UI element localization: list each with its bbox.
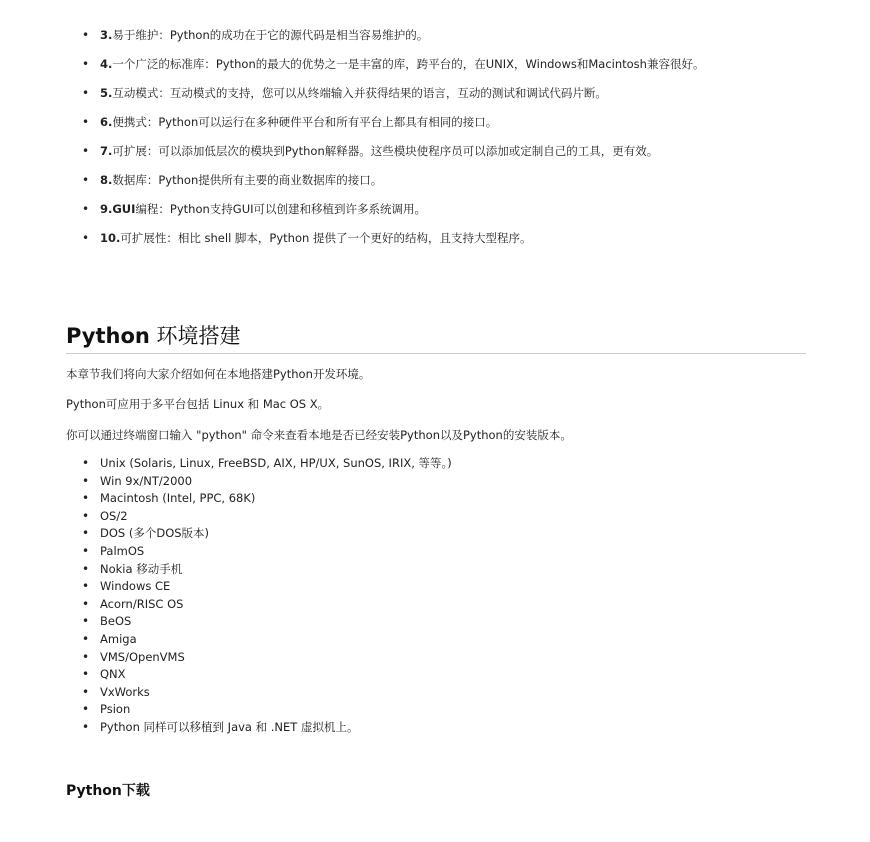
check-version-paragraph: 你可以通过终端窗口输入 "python" 命令来查看本地是否已经安装Python以及Python的安装版本。 xyxy=(66,428,572,442)
feature-text: 互动模式：互动模式的支持，您可以从终端输入并获得结果的语言，互动的测试和调试代码片断。 xyxy=(112,86,607,100)
feature-number: 5. xyxy=(100,86,113,100)
platform-item: • Psion xyxy=(80,701,800,719)
section-heading-zh: 环境搭建 xyxy=(149,324,241,348)
section-heading-en: Python xyxy=(66,324,150,348)
feature-text: 一个广泛的标准库：Python的最大的优势之一是丰富的库，跨平台的，在UNIX，Windows和Macintosh兼容很好。 xyxy=(112,57,705,71)
platform-item: • QNX xyxy=(80,666,800,684)
download-heading-en: Python xyxy=(66,783,122,799)
feature-text: 可扩展：可以添加低层次的模块到Python解释器。这些模块使程序员可以添加或定制自己的工具，更有效。 xyxy=(112,144,659,158)
intro-paragraph: 本章节我们将向大家介绍如何在本地搭建Python开发环境。 xyxy=(66,367,371,381)
platform-item: • VMS/OpenVMS xyxy=(80,649,800,667)
feature-number: 10. xyxy=(100,231,121,245)
feature-text: 易于维护：Python的成功在于它的源代码是相当容易维护的。 xyxy=(112,28,429,42)
section-heading xyxy=(66,323,806,349)
platform-item: • Unix (Solaris, Linux, FreeBSD, AIX, HP/UX, SunOS, IRIX, 等等。) xyxy=(80,455,800,473)
feature-list xyxy=(80,27,800,259)
platform-item: • PalmOS xyxy=(80,543,800,561)
feature-number: 3. xyxy=(100,28,113,42)
platform-item: • Nokia 移动手机 xyxy=(80,561,800,579)
heading-divider xyxy=(66,353,806,354)
platform-item: • Amiga xyxy=(80,631,800,649)
feature-item xyxy=(80,27,800,44)
feature-number: 4. xyxy=(100,57,113,71)
download-heading xyxy=(66,782,150,800)
platform-item: • OS/2 xyxy=(80,508,800,526)
platform-item: • Python 同样可以移植到 Java 和 .NET 虚拟机上。 xyxy=(80,719,800,737)
platforms-paragraph: Python可应用于多平台包括 Linux 和 Mac OS X。 xyxy=(66,397,330,411)
platform-item: • Acorn/RISC OS xyxy=(80,596,800,614)
feature-item xyxy=(80,172,800,189)
feature-text: 数据库：Python提供所有主要的商业数据库的接口。 xyxy=(112,173,383,187)
feature-number: 6. xyxy=(100,115,113,129)
platform-item: • Windows CE xyxy=(80,578,800,596)
download-heading-zh: 下载 xyxy=(121,783,150,799)
platform-item: • Macintosh (Intel, PPC, 68K) xyxy=(80,490,800,508)
feature-item xyxy=(80,143,800,160)
platform-item: • DOS (多个DOS版本) xyxy=(80,525,800,543)
feature-text: 编程：Python支持GUI可以创建和移植到许多系统调用。 xyxy=(135,202,427,216)
feature-item xyxy=(80,114,800,131)
feature-item xyxy=(80,85,800,102)
feature-number: 9.GUI xyxy=(100,202,136,216)
feature-item xyxy=(80,201,800,218)
platform-item: • Win 9x/NT/2000 xyxy=(80,473,800,491)
platform-item: • VxWorks xyxy=(80,684,800,702)
feature-number: 8. xyxy=(100,173,113,187)
feature-number: 7. xyxy=(100,144,113,158)
feature-text: 可扩展性：相比 shell 脚本，Python 提供了一个更好的结构，且支持大型程序。 xyxy=(120,231,532,245)
feature-item xyxy=(80,56,800,73)
feature-text: 便携式：Python可以运行在多种硬件平台和所有平台上都具有相同的接口。 xyxy=(112,115,498,129)
platform-item: • BeOS xyxy=(80,613,800,631)
feature-item xyxy=(80,230,800,247)
platform-list xyxy=(80,455,800,737)
